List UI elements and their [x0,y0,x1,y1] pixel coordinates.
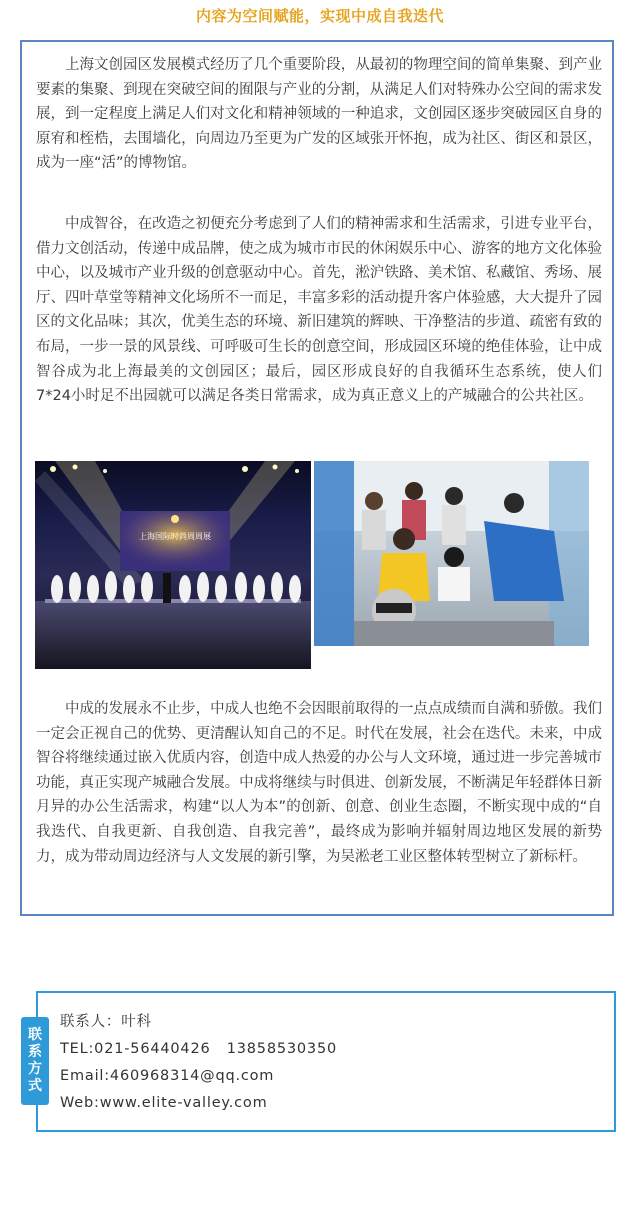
section-title: 内容为空间赋能，实现中成自我迭代 [195,7,444,25]
article-paragraph-1: 上海文创园区发展模式经历了几个重要阶段，从最初的物理空间的简单集聚、到产业要素的集聚、到现在突破空间的囿限与产业的分割，从满足人们对特殊办公空间的需求发展，到一定程度上满足人们对文化和精神领域的一种追求，文创园区逐步突破园区自身的原宥和桎梏，去围墙化，向周边乃至更为广发的区域张开怀抱，成为社区、街区和景区，成为一座“活”的博物馆。 [36,57,602,172]
contact-tab-char-3: 方 [28,1061,42,1077]
contact-email[interactable]: Email:460968314@qq.com [60,1068,275,1084]
exhibition-crowd-photo [314,461,589,646]
stage-banner-text: 上海国际时尚周周展 [139,532,211,541]
article-paragraph-2: 中成智谷，在改造之初便充分考虑到了人们的精神需求和生活需求，引进专业平台，借力文创活动，传递中成品牌，使之成为城市市民的休闲娱乐中心、游客的地方文化体验中心，以及城市产业升级的创意驱动中心。首先，淞沪铁路、美术馆、私藏馆、秀场、展厅、四叶草堂等精神文化场所不一而足，丰富多彩的活动提升客户体验感，大大提升了园区的文化品味；其次，优美生态的环境、新旧建筑的辉映、干净整洁的步道、疏密有致的布局，一步一景的风景线、可呼吸可生长的创意空间，形成园区环境的绝佳体验，让中成智谷成为北上海最美的文创园区；最后，园区形成良好的自我循环生态系统，使人们7*24小时足不出园就可以满足各类日常需求，成为真正意义上的产城融合的公共社区。 [36,216,602,405]
contact-tab-char-4: 式 [28,1078,42,1094]
contact-tab-char-1: 联 [28,1027,42,1043]
contact-person: 联系人：叶科 [60,1014,152,1030]
contact-web[interactable]: Web:www.elite-valley.com [60,1095,268,1111]
contact-tab-char-2: 系 [28,1044,42,1060]
article-paragraph-3: 中成的发展永不止步，中成人也绝不会因眼前取得的一点点成绩而自满和骄傲。我们一定会正视自己的优势、更清醒认知自己的不足。时代在发展，社会在迭代。未来，中成智谷将继续通过嵌入优质内容，创造中成人热爱的办公与人文环境，通过进一步完善城市功能，真正实现产城融合发展。中成将继续与时俱进、创新发展，不断满足年轻群体日新月异的办公生活需求，构建“以人为本”的创新、创意、创业生态圈，不断实现中成的“自我迭代、自我更新、自我创造、自我完善”，最终成为影响并辐射周边地区发展的新势力，成为带动周边经济与人文发展的新引擎，为吴淞老工业区整体转型树立了新标杆。 [36,701,602,865]
contact-tel[interactable]: TEL:021-56440426 13858530350 [60,1041,337,1057]
stage-photo-illustration [35,461,311,669]
contact-tab [21,1017,49,1105]
crowd-photo-illustration [314,461,589,646]
stage-performance-photo [35,461,311,669]
